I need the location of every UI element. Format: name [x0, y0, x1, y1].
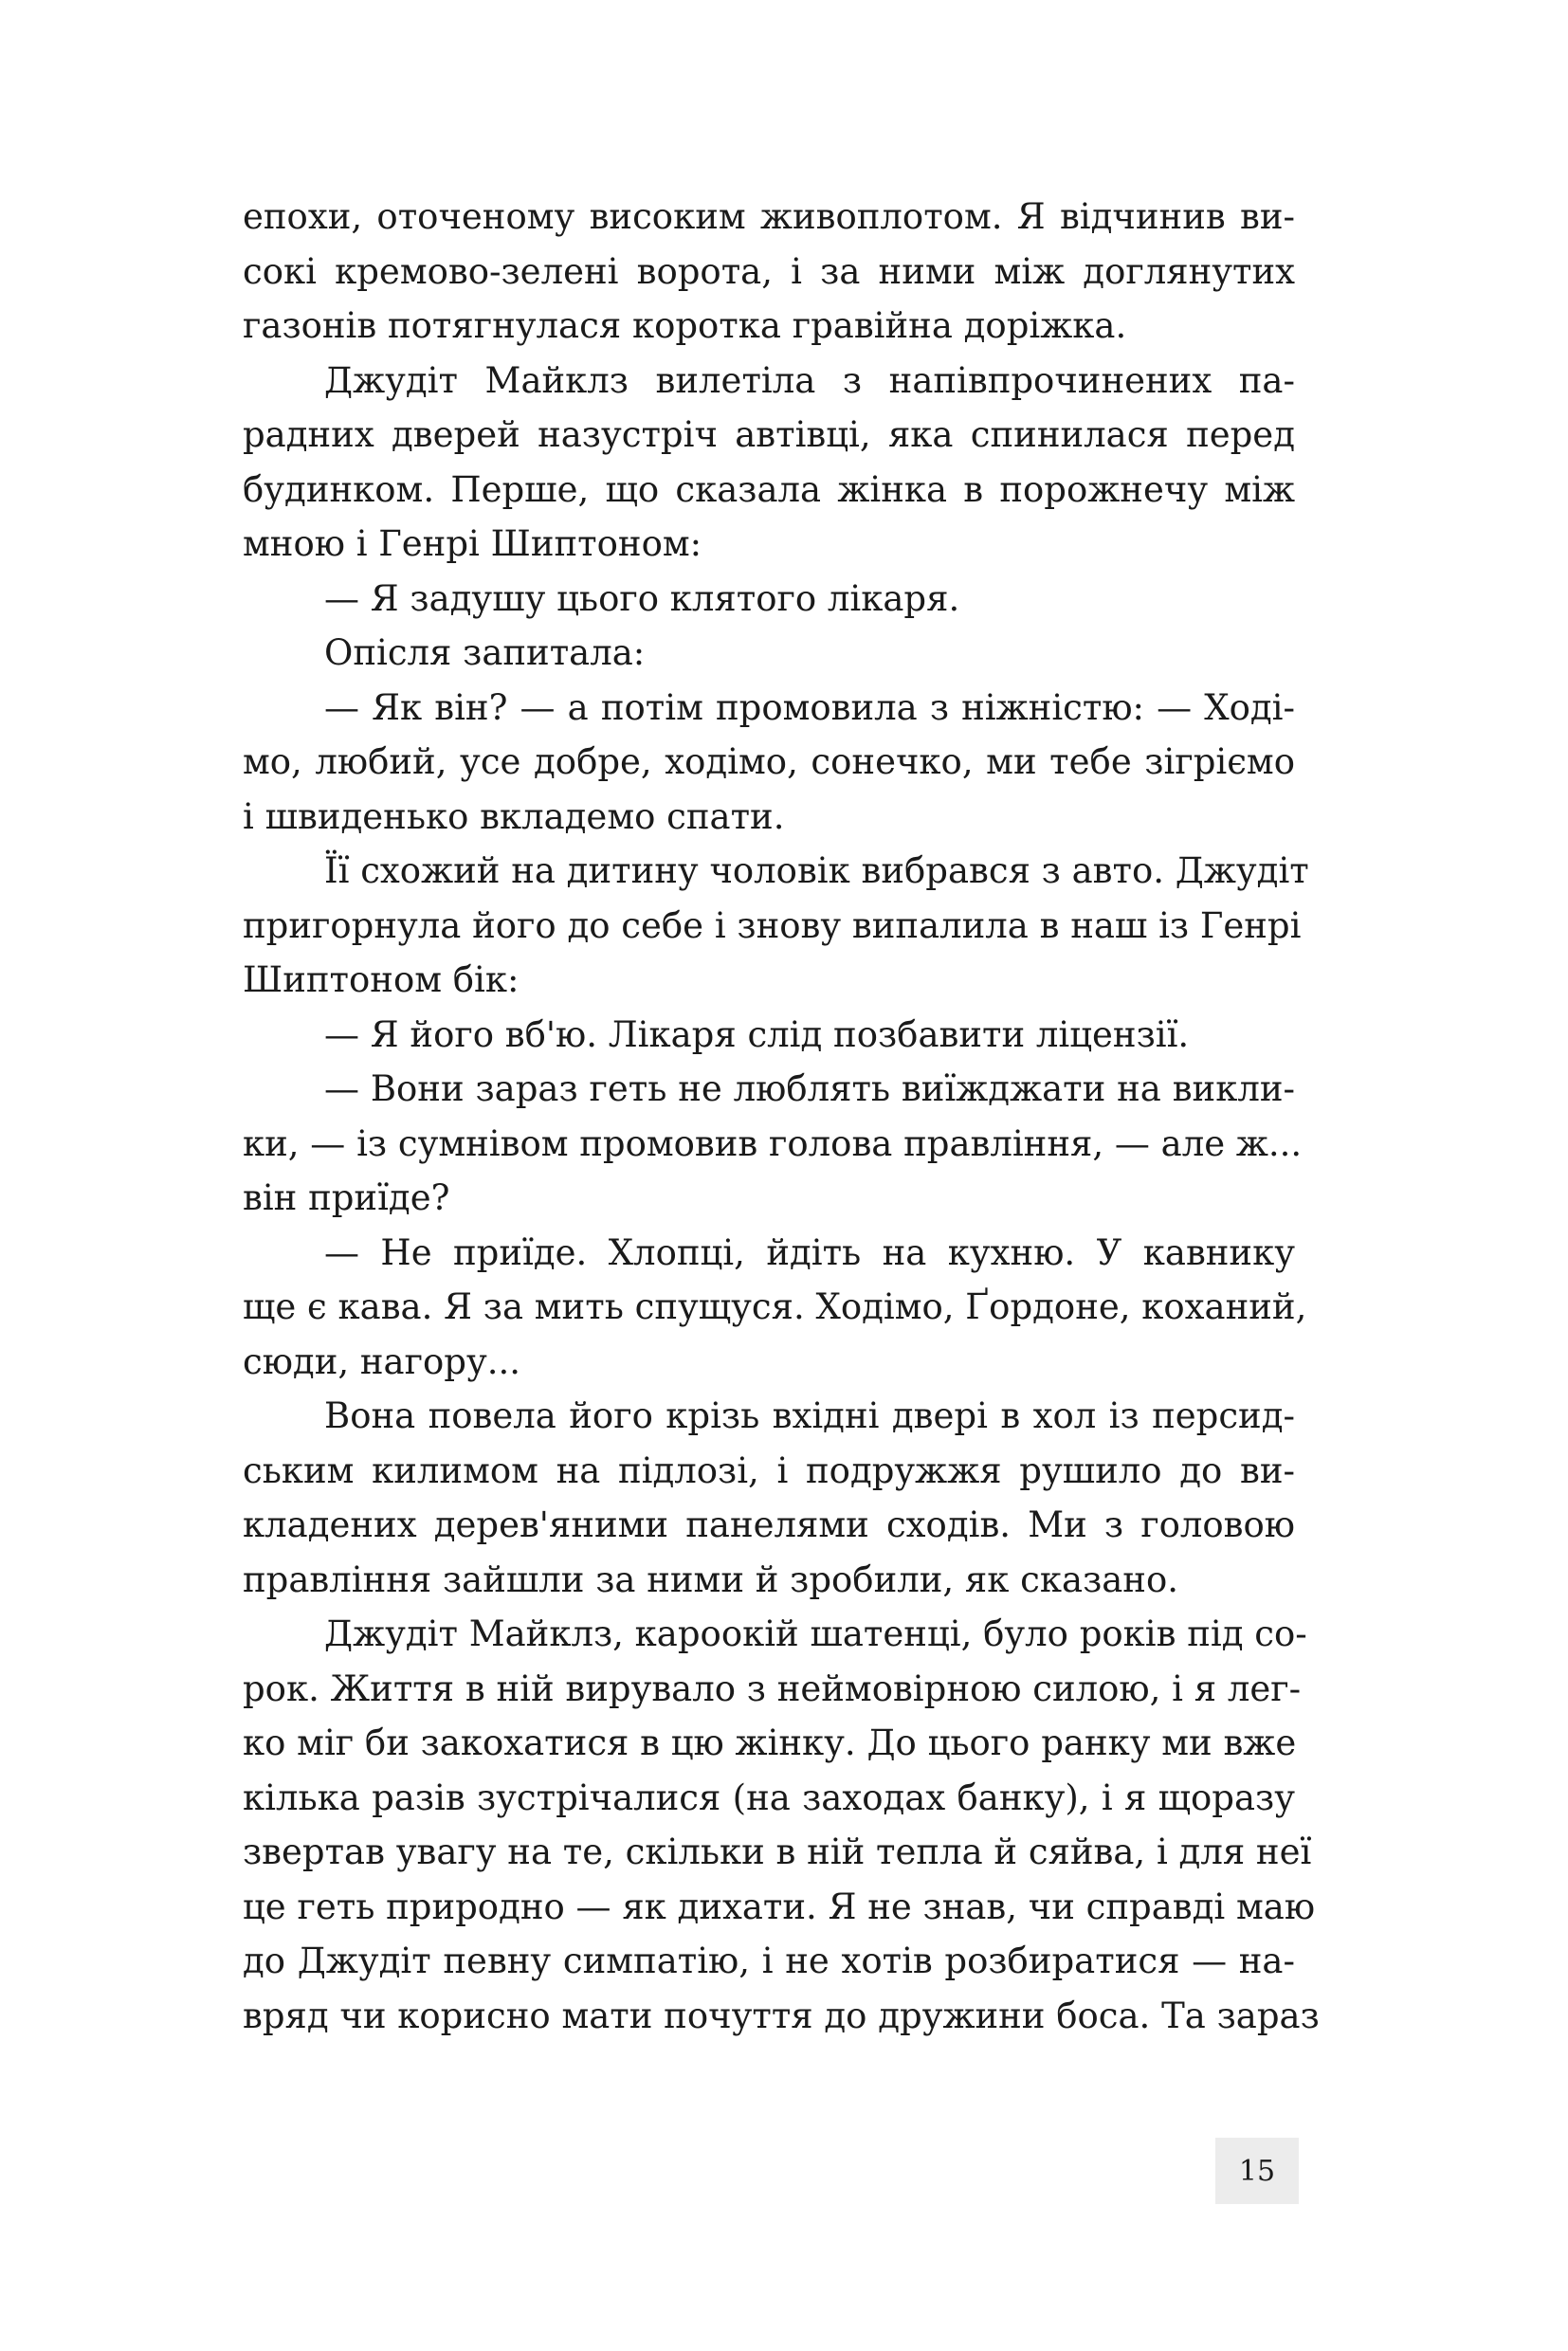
text-line: Її схожий на дитину чоловік вибрався з авто. Джудіт — [324, 850, 1309, 891]
text-line: сюди, нагору... — [243, 1340, 521, 1382]
text-line: ко міг би закохатися в цю жінку. До цього ранку ми вже — [243, 1722, 1297, 1763]
text-line: кладених дерев'яними панелями сходів. Ми з головою — [243, 1504, 1295, 1545]
text-line: правління зайшли за ними й зробили, як сказано. — [243, 1558, 1179, 1600]
text-line: — Не приїде. Хлопці, йдіть на кухню. У кавнику — [324, 1231, 1295, 1273]
text-line: рок. Життя в ній вирувало з неймовірною силою, і я лег- — [243, 1668, 1302, 1709]
text-line: до Джудіт певну симпатію, і не хотів розбиратися — на- — [243, 1941, 1295, 1981]
text-line: газонів потягнулася коротка гравійна доріжка. — [243, 305, 1127, 346]
text-line: пригорнула його до себе і знову випалила в наш із Генрі — [243, 904, 1302, 946]
text-line: Шиптоном бік: — [243, 959, 520, 1000]
text-line: кілька разів зустрічалися (на заходах банку), і я щоразу — [243, 1777, 1295, 1818]
text-line: — Як він? — а потім промовила з ніжністю: — Ході- — [324, 686, 1295, 728]
text-line: — Вони зараз геть не люблять виїжджати на викли- — [324, 1068, 1295, 1109]
text-line: епохи, оточеному високим живоплотом. Я відчинив ви- — [243, 196, 1295, 237]
text-line: мо, любий, усе добре, ходімо, сонечко, ми тебе зігріємо — [243, 741, 1295, 782]
text-line: він приїде? — [243, 1177, 450, 1218]
text-line: Вона повела його крізь вхідні двері в хол із персид- — [324, 1395, 1295, 1436]
text-line: Джудіт Майклз вилетіла з напівпрочинених па- — [324, 359, 1295, 401]
text-line: це геть природно — як дихати. Я не знав, чи справді маю — [243, 1886, 1316, 1927]
text-line: будинком. Перше, що сказала жінка в порожнечу між — [243, 468, 1295, 510]
text-line: ським килимом на підлозі, і подружжя рушило до ви- — [243, 1449, 1295, 1491]
text-line: — Я його вб'ю. Лікаря слід позбавити ліцензії. — [324, 1013, 1190, 1055]
text-line: мною і Генрі Шиптоном: — [243, 523, 702, 564]
page-number-box — [1215, 2138, 1299, 2204]
text-line: Джудіт Майклз, кароокій шатенці, було років під со- — [324, 1613, 1307, 1654]
text-line: радних дверей назустріч автівці, яка спинилася перед — [243, 414, 1295, 455]
text-line: ще є кава. Я за мить спущуся. Ходімо, Ґордоне, коханий, — [243, 1286, 1307, 1327]
text-line: звертав увагу на те, скільки в ній тепла й сяйва, і для неї — [243, 1832, 1312, 1872]
text-line: ки, — із сумнівом промовив голова правління, — але ж... — [243, 1122, 1303, 1164]
text-line: вряд чи корисно мати почуття до дружини боса. Та зараз — [243, 1995, 1320, 2036]
body-text — [243, 190, 1320, 2043]
text-line: Опісля запитала: — [324, 632, 646, 673]
text-line: і швиденько вкладемо спати. — [243, 795, 785, 837]
text-line: — Я задушу цього клятого лікаря. — [324, 577, 960, 619]
page-number: 15 — [1238, 2154, 1276, 2188]
text-line: сокі кремово-зелені ворота, і за ними між доглянутих — [243, 250, 1295, 292]
